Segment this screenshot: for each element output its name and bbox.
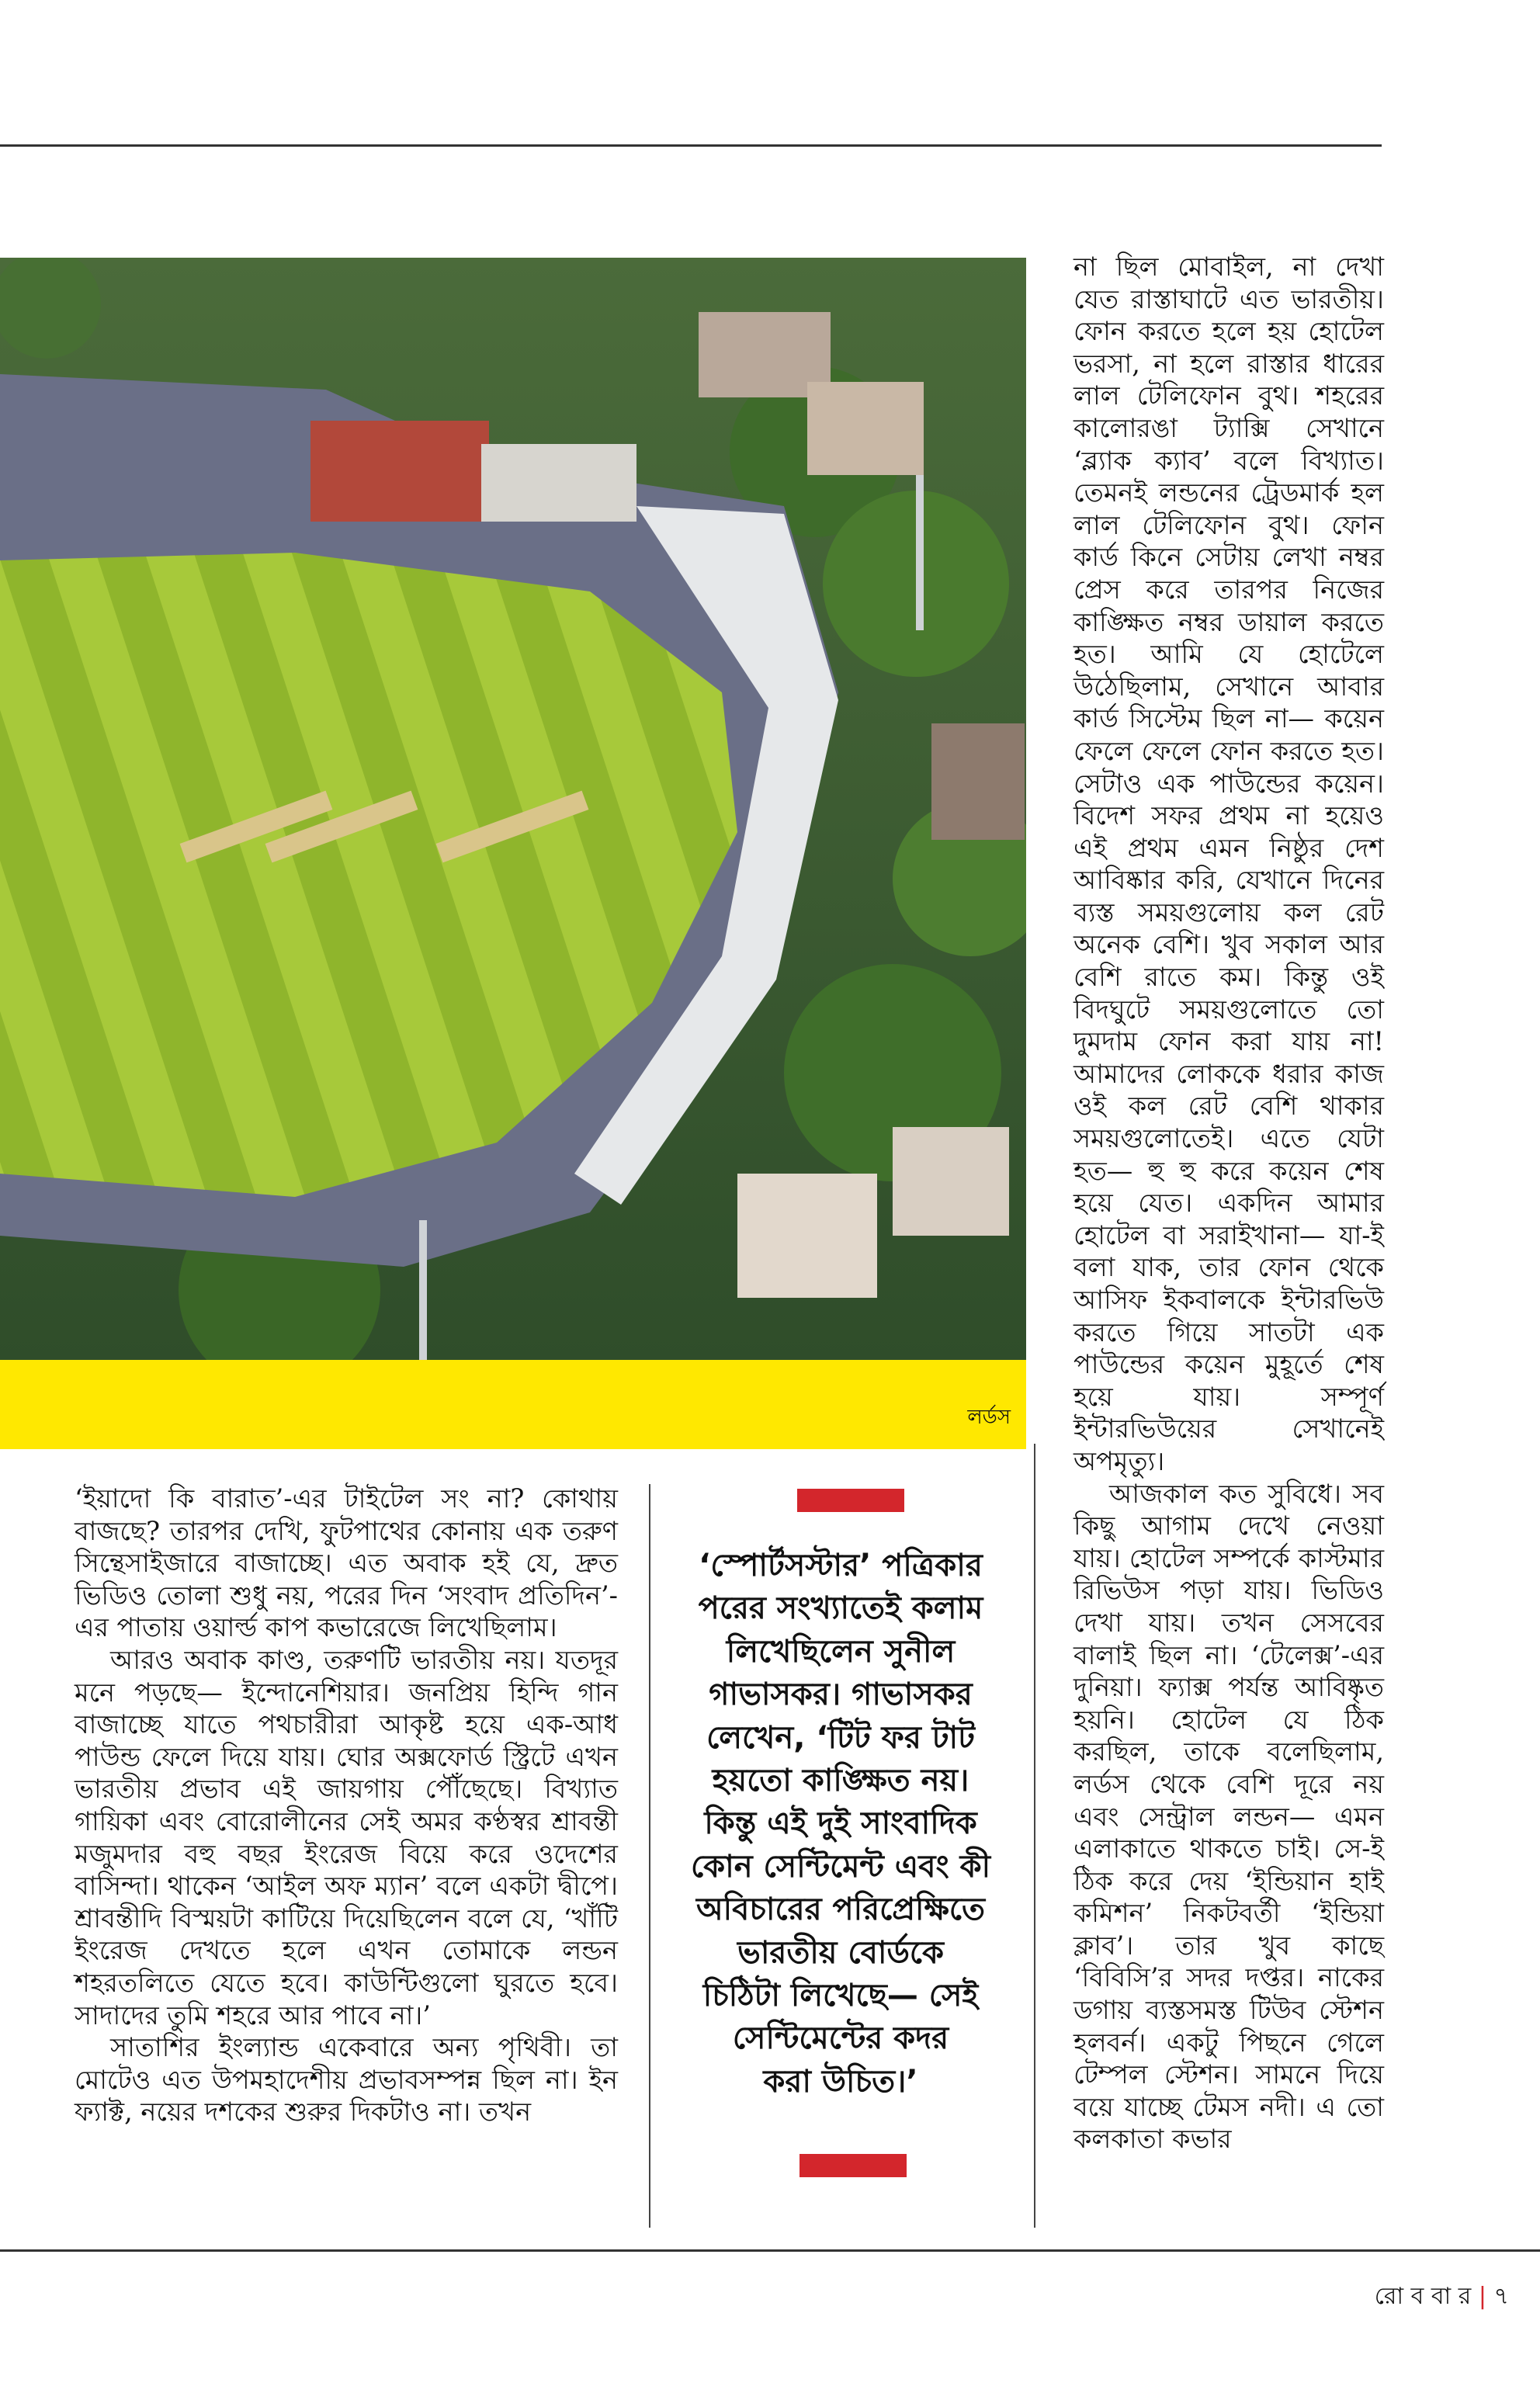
paragraph: আরও অবাক কাণ্ড, তরুণটি ভারতীয় নয়। যতদূর মনে পড়ছে— ইন্দোনেশিয়ার। জনপ্রিয় হিন্দি গান বাজাচ্ছে যাতে পথচারীরা আকৃষ্ট হয়ে এক-আধ পাউন্ড ফেলে দিয়ে যায়। ঘোর অক্সফোর্ড স্ট্রিটে এখন ভারতীয় প্রভাব এই জায়গায় পৌঁছেছে। বিখ্যাত গায়িকা এবং বোরোলীনের সেই অমর কণ্ঠস্বর শ্রাবন্তী মজুমদার বহু বছর ইংরেজ বিয়ে করে ওদেশের বাসিন্দা। থাকেন ‘আইল অফ ম্যান’ বলে একটা দ্বীপে। শ্রাবন্তীদি বিস্ময়টা কাটিয়ে দিয়েছিলেন বলে যে, ‘খাঁটি ইংরেজ দেখতে হলে এখন তোমাকে লন্ডন শহরতলিতে যেতে হবে। কাউন্টিগুলো ঘুরতে হবে। সাদাদের তুমি শহরে আর পাবে না।’ (75, 1644, 618, 2031)
pull-quote-line: কিন্তু এই দুই সাংবাদিক (704, 1805, 977, 1842)
column-divider (649, 1484, 650, 2228)
stadium-illustration (0, 258, 1026, 1360)
paragraph: না ছিল মোবাইল, না দেখা যেত রাস্তাঘাটে এত ভারতীয়। ফোন করতে হলে হয় হোটেল ভরসা, না হলে রাস্তার ধারের লাল টেলিফোন বুথ। শহরের কালোরঙা ট্যাক্সি সেখানে ‘ব্ল্যাক ক্যাব’ বলে বিখ্যাত। তেমনই লন্ডনের ট্রেডমার্ক হল লাল টেলিফোন বুথ। ফোন কার্ড কিনে সেটায় লেখা নম্বর প্রেস করে তারপর নিজের কাঙ্ক্ষিত নম্বর ডায়াল করতে হত। আমি যে হোটেলে উঠেছিলাম, সেখানে আবার কার্ড সিস্টেম ছিল না— কয়েন ফেলে ফেলে ফোন করতে হত। সেটাও এক পাউন্ডের কয়েন। বিদেশ সফর প্রথম না হয়েও এই প্রথম এমন নিষ্ঠুর দেশ আবিষ্কার করি, যেখানে দিনের ব্যস্ত সময়গুলোয় কল রেট অনেক বেশি। খুব সকাল আর বেশি রাতে কম। কিন্তু ওই বিদঘুটে সময়গুলোতে তো দুমদাম ফোন করা যায় না! আমাদের লোককে ধরার কাজ ওই কল রেট বেশি থাকার সময়গুলোতেই। এতে যেটা হত— হু হু করে কয়েন শেষ হয়ে যেত। একদিন আমার হোটেল বা সরাইখানা— যা-ই বলা যাক, তার ফোন থেকে আসিফ ইকবালকে ইন্টারভিউ করতে গিয়ে সাতটা এক পাউন্ডের কয়েন মুহূর্তে শেষ হয়ে যায়। সম্পূর্ণ ইন্টারভিউয়ের সেখানেই অপমৃত্যু। (1073, 251, 1384, 1476)
pull-quote-line: করা উচিত।’ (763, 2063, 918, 2100)
pull-quote-line: পরের সংখ্যাতেই কলাম (698, 1590, 983, 1627)
left-column (75, 1483, 618, 2128)
pull-quote-line: চিঠিটা লিখেছে— সেই (702, 1978, 979, 2014)
paragraph: আজকাল কত সুবিধে। সব কিছু আগাম দেখে নেওয়া যায়। হোটেল সম্পর্কে কাস্টমার রিভিউস পড়া যায়। ভিডিও দেখা যায়। তখন সেসবের বালাই ছিল না। ‘টেলেক্স’-এর দুনিয়া। ফ্যাক্স পর্যন্ত আবিষ্কৃত হয়নি। হোটেল যে ঠিক করছিল, তাকে বলেছিলাম, লর্ডস থেকে বেশি দূরে নয় এবং সেন্ট্রাল লন্ডন— এমন এলাকাতে থাকতে চাই। সে-ই ঠিক করে দেয় ‘ইন্ডিয়ান হাই কমিশন’ নিকটবর্তী ‘ইন্ডিয়া ক্লাব’। তার খুব কাছে ‘বিবিসি’র সদর দপ্তর। নাকের ডগায় ব্যস্তসমস্ত টিউব স্টেশন হলবর্ন। একটু পিছনে গেলে টেম্পল স্টেশন। সামনে দিয়ে বয়ে যাচ্ছে টেমস নদী। এ তো কলকাতা কভার (1073, 1478, 1384, 2155)
pull-quote-line: অবিচারের পরিপ্রেক্ষিতে (695, 1892, 985, 1928)
top-rule (0, 144, 1382, 147)
right-column (1073, 251, 1384, 2155)
caption-bar (0, 1360, 1026, 1449)
paragraph: সাতাশির ইংল্যান্ড একেবারে অন্য পৃথিবী। তা মোটেও এত উপমহাদেশীয় প্রভাবসম্পন্ন ছিল না। ইন ফ্যাক্ট, নয়ের দশকের শুরুর দিকটাও না। তখন (75, 2032, 618, 2128)
pull-quote-line: লেখেন, ‘টিট ফর টাট (706, 1719, 975, 1756)
lords-aerial-photo (0, 258, 1026, 1360)
pull-quote-line: কোন সেন্টিমেন্ট এবং কী (690, 1848, 991, 1885)
page-number: ৭ (1493, 2283, 1509, 2310)
pull-quote-line: হয়তো কাঙ্ক্ষিত নয়। (712, 1763, 969, 1799)
pull-quote-line: লিখেছিলেন সুনীল (726, 1633, 956, 1670)
bottom-rule (0, 2249, 1540, 2252)
paragraph: ‘ইয়াদো কি বারাত’-এর টাইটেল সং না? কোথায় বাজছে? তারপর দেখি, ফুটপাথের কোনায় এক তরুণ সিন্থেসাইজারে বাজাচ্ছে। এত অবাক হই যে, দ্রুত ভিডিও তোলা শুধু নয়, পরের দিন ‘সংবাদ প্রতিদিন’-এর পাতায় ওয়ার্ল্ড কাপ কভারেজে লিখেছিলাম। (75, 1483, 618, 1643)
footer-separator: | (1478, 2283, 1486, 2310)
magazine-name: রো ব বা র (1374, 2283, 1472, 2310)
pull-quote-line: সেন্টিমেন্টের কদর (732, 2020, 949, 2057)
pull-quote-line: ‘স্পোর্টসস্টার’ পত্রিকার (699, 1548, 983, 1583)
page-footer (1375, 2277, 1509, 2317)
photo-caption: লর্ডস (967, 1406, 1011, 1429)
pull-quote-line: ভারতীয় বোর্ডকে (737, 1934, 944, 1971)
pull-quote-line: গাভাসকর। গাভাসকর (709, 1677, 973, 1713)
column-divider (1034, 1444, 1035, 2228)
pull-quote (666, 1545, 1015, 2103)
pull-quote-bottom-bar (799, 2154, 907, 2177)
pull-quote-top-bar (797, 1489, 904, 1512)
